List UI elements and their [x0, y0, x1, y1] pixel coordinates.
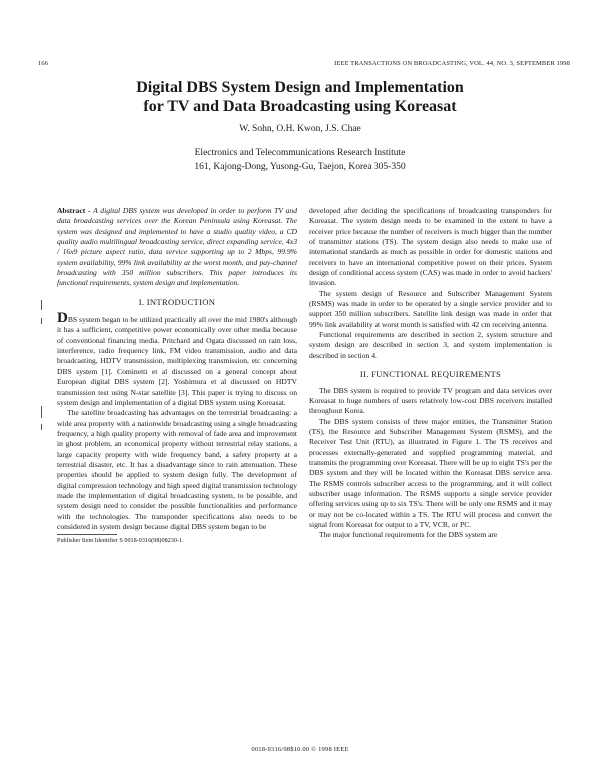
intro-paragraph-2: The satellite broadcasting has advantages on the terrestrial broadcasting: a wide area property with a nationwide broadcasting using a single broadcasting frequency, a high quality property with removal of fade area and improvement in ghost problem, an economical property without terrestrial relay stations, a large capacity property with wide frequency band, a safety property at a terrestrial disaster, etc. It has a disadvantage since to rain attenuation. These properties should be applied to system design fully. The development of digital compression technology and high speed digital transmission technology made the implementation of digital broadcasting system, to be possible, and system design need to consider the possible functionalities and performance with the technologies. The transponder specifications also needs to be considered in system design because digital DBS system began to be	[57, 408, 298, 531]
left-column	[57, 206, 297, 547]
margin-mark	[41, 406, 42, 418]
margin-mark	[41, 318, 42, 324]
abstract-label: Abstract -	[57, 206, 91, 215]
copyright-line: 0018-9316/98$10.00 © 1998 IEEE	[251, 746, 349, 753]
abstract-text: A digital DBS system was developed in order to perform TV and data broadcasting services over the Korean Peninsula using Koreasat. The system was designed and implemented to have a studio quality video, a CD quality audio multilingual broadcasting service, direct expanding service, 4x3 / 16x9 picture aspect ratio, data service supporting up to 2 Mbps, 99.9% system availability, 99% link availability at the worst month, and pay-channel broadcasting with 350 million subscribers. This paper introduces its functional requirements, system design and implementation.	[57, 206, 297, 288]
intro-paragraph-1	[57, 310, 297, 408]
margin-mark	[41, 424, 42, 430]
footnote	[57, 534, 184, 546]
abstract	[57, 206, 297, 289]
section-heading-functional-requirements: II. FUNCTIONAL REQUIREMENTS	[359, 369, 502, 380]
affiliation	[60, 146, 540, 174]
intro-paragraph-1-text: BS system began to be utilized practically all over the mid 1980's although it has a sufficient, competitive power economically over other media because of conventional financing media. Pritchard and Ogata discussed on rain loss, interference, radio frequency link, FM video transmission, audio and data broadcasting, HDTV transmission, multiplexing transmission, etc concerning DBS system [1]. Cominetti et al discussed on a general concept about European digital DBS system [2]. Yoshimura et al discussed on HDTV transmission test using N-star satellite [3]. This paper is trying to discuss on system design and implementation of a digital DBS system using Koreasat.	[57, 315, 297, 407]
footnote-text: Publisher Item Identifier S 0018-9316(98)08230-1.	[57, 537, 184, 545]
journal-header: IEEE TRANSACTIONS ON BROADCASTING, VOL. 44, NO. 3, SEPTEMBER 1998	[334, 60, 570, 67]
paper-title	[60, 78, 540, 116]
func-paragraph-1: The DBS system is required to provide TV program and data services over Koreasat to huge numbers of users relatively low-cost DBS receivers installed throughout Korea.	[309, 385, 552, 416]
margin-mark	[41, 300, 42, 310]
right-paragraph-3: Functional requirements are described in section 2, system structure and system design are described in section 3, and system implementation is described in section 4.	[309, 330, 552, 360]
affiliation-line-2: 161, Kajong-Dong, Yusong-Gu, Taejon, Korea 305-350	[194, 162, 406, 172]
func-paragraph-2: The DBS system consists of three major entities, the Transmitter Station (TS), the Resource and Subscriber Management System (RSMS), and the Receiver Test Unit (RTU), as illustrated in Figure 1. The TS receives and processes externally-generated and supplied programming material, and transmits the programming over Koreasat. There will be up to eight TS's per the DBS system and they will be located within the Koreasat DBS service area. The RSMS controls subscriber access to the programming, and it will collect subscriber usage information. The RSMS supports a single service provider offering services using up to six TS's. There will be only one RSMS and it may or may not be co-located within a TS. The RTU will process and convert the signal from Koreasat for output to a TV, VCR, or PC.	[309, 416, 552, 529]
authors: W. Sohn, O.H. Kwon, J.S. Chae	[239, 124, 361, 134]
affiliation-line-1: Electronics and Telecommunications Research Institute	[194, 148, 406, 158]
drop-cap: D	[57, 310, 68, 327]
title-line-1: Digital DBS System Design and Implementation	[136, 79, 464, 96]
page-number: 166	[38, 60, 49, 67]
title-line-2: for TV and Data Broadcasting using Koreasat	[143, 98, 457, 115]
right-paragraph-1: developed after deciding the specifications of broadcasting transponders for Koreasat. The system design needs to be examined in the extent to have a receiver price because the number of receivers is much bigger than the number of transmitter stations (TS). The system design also needs to make use of international standards as much as possible in order for domestic stations and receivers to have an international competitive power on their prices. System design of conditional access system (CAS) was made in order to avoid hackers' invasion.	[309, 206, 552, 288]
func-paragraph-3: The major functional requirements for the DBS system are	[319, 530, 498, 540]
right-column	[309, 206, 552, 541]
section-heading-introduction: I. INTRODUCTION	[138, 296, 216, 307]
right-paragraph-2: The system design of Resource and Subscriber Management System (RSMS) was made in order to be operated by a single service provider and to support 350 million subscribers. Satellite link design was made in order that 99% link availability at worst month is satisfied with 42 cm receiving antenna.	[309, 288, 552, 329]
